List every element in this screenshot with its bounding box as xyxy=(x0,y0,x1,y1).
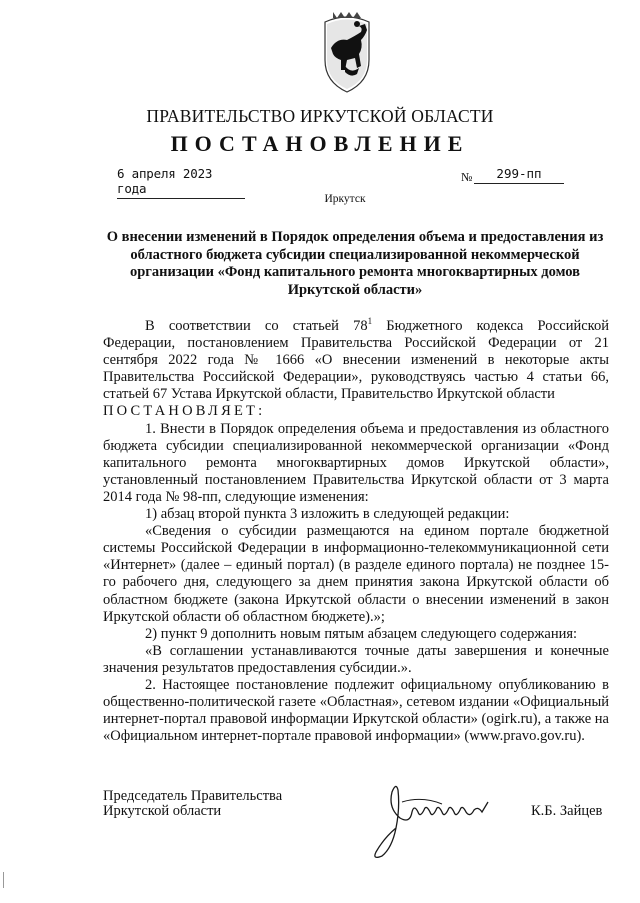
city: Иркутск xyxy=(324,193,366,205)
decree-number: 299-пп xyxy=(474,166,564,184)
signer-title-line-1: Председатель Правительства xyxy=(103,788,283,804)
decree-subject: О внесении изменений в Порядок определения объема и предоставления из областного бюджета субсидии специализированной некоммерческой организации «Фонд капитального ремонта многоквартирных домов Иркутской области» xyxy=(106,229,604,298)
preamble-part-b: Бюджетного кодекса Российской Федерации, постановлением Правительства Российской Федерации от 21 сентября 2022 года № 1666 «О внесении изменений в некоторые акты Правительства Российской Федерации», руководствуясь частью 4 статьи 66, статьей 67 Устава Иркутской области, Правительство Иркутской области xyxy=(103,318,609,403)
preamble xyxy=(103,318,609,403)
item-1-2: 2) пункт 9 дополнить новым пятым абзацем следующего содержания: xyxy=(145,625,578,642)
document-type: ПОСТАНОВЛЕНИЕ xyxy=(170,131,470,156)
decree-word: ПОСТАНОВЛЯЕТ: xyxy=(103,403,266,420)
coat-of-arms-icon xyxy=(311,8,383,96)
item-1: 1. Внести в Порядок определения объема и предоставления из областного бюджета субсидии специализированной некоммерческой организации «Фонд капитального ремонта многоквартирных домов Иркутской области», установленный постановлением Правительства Иркутской области от 3 марта 2014 года № 98-пп, следующие изменения: xyxy=(103,420,609,505)
decree-date: 6 апреля 2023 года xyxy=(117,166,245,199)
signer-title xyxy=(103,789,282,819)
preamble-part-a: В соответствии со статьей 78 xyxy=(145,318,368,334)
decree-body xyxy=(103,318,609,745)
margin-mark xyxy=(3,872,4,888)
signer-name: К.Б. Зайцев xyxy=(531,803,603,819)
handwritten-signature xyxy=(362,768,532,864)
signer-title-line-2: Иркутской области xyxy=(103,803,222,819)
item-1-2-text: «В соглашении устанавливаются точные даты завершения и конечные значения результатов предоставления субсидии.». xyxy=(103,642,609,676)
item-1-1: 1) абзац второй пункта 3 изложить в следующей редакции: xyxy=(145,506,510,523)
item-1-1-text: «Сведения о субсидии размещаются на едином портале бюджетной системы Российской Федерации в информационно-телекоммуникационной сети «Интернет» (далее – единый портал) (в разделе единого портала) не позднее 15-го рабочего дня, следующего за днем принятия закона Иркутской области об областном бюджете (закона Иркутской области о внесении изменений в закон Иркутской области об областном бюджете).»; xyxy=(103,523,609,625)
government-title: ПРАВИТЕЛЬСТВО ИРКУТСКОЙ ОБЛАСТИ xyxy=(146,106,494,126)
article-superscript: 1 xyxy=(367,316,373,327)
item-2: 2. Настоящее постановление подлежит официальному опубликованию в общественно-политической газете «Областная», сетевом издании «Официальный интернет-портал правовой информации Иркутской области» (ogirk.ru), а также на «Официальном интернет-портале правовой информации» (www.pravo.gov.ru). xyxy=(103,676,609,745)
number-label: № xyxy=(461,170,473,184)
